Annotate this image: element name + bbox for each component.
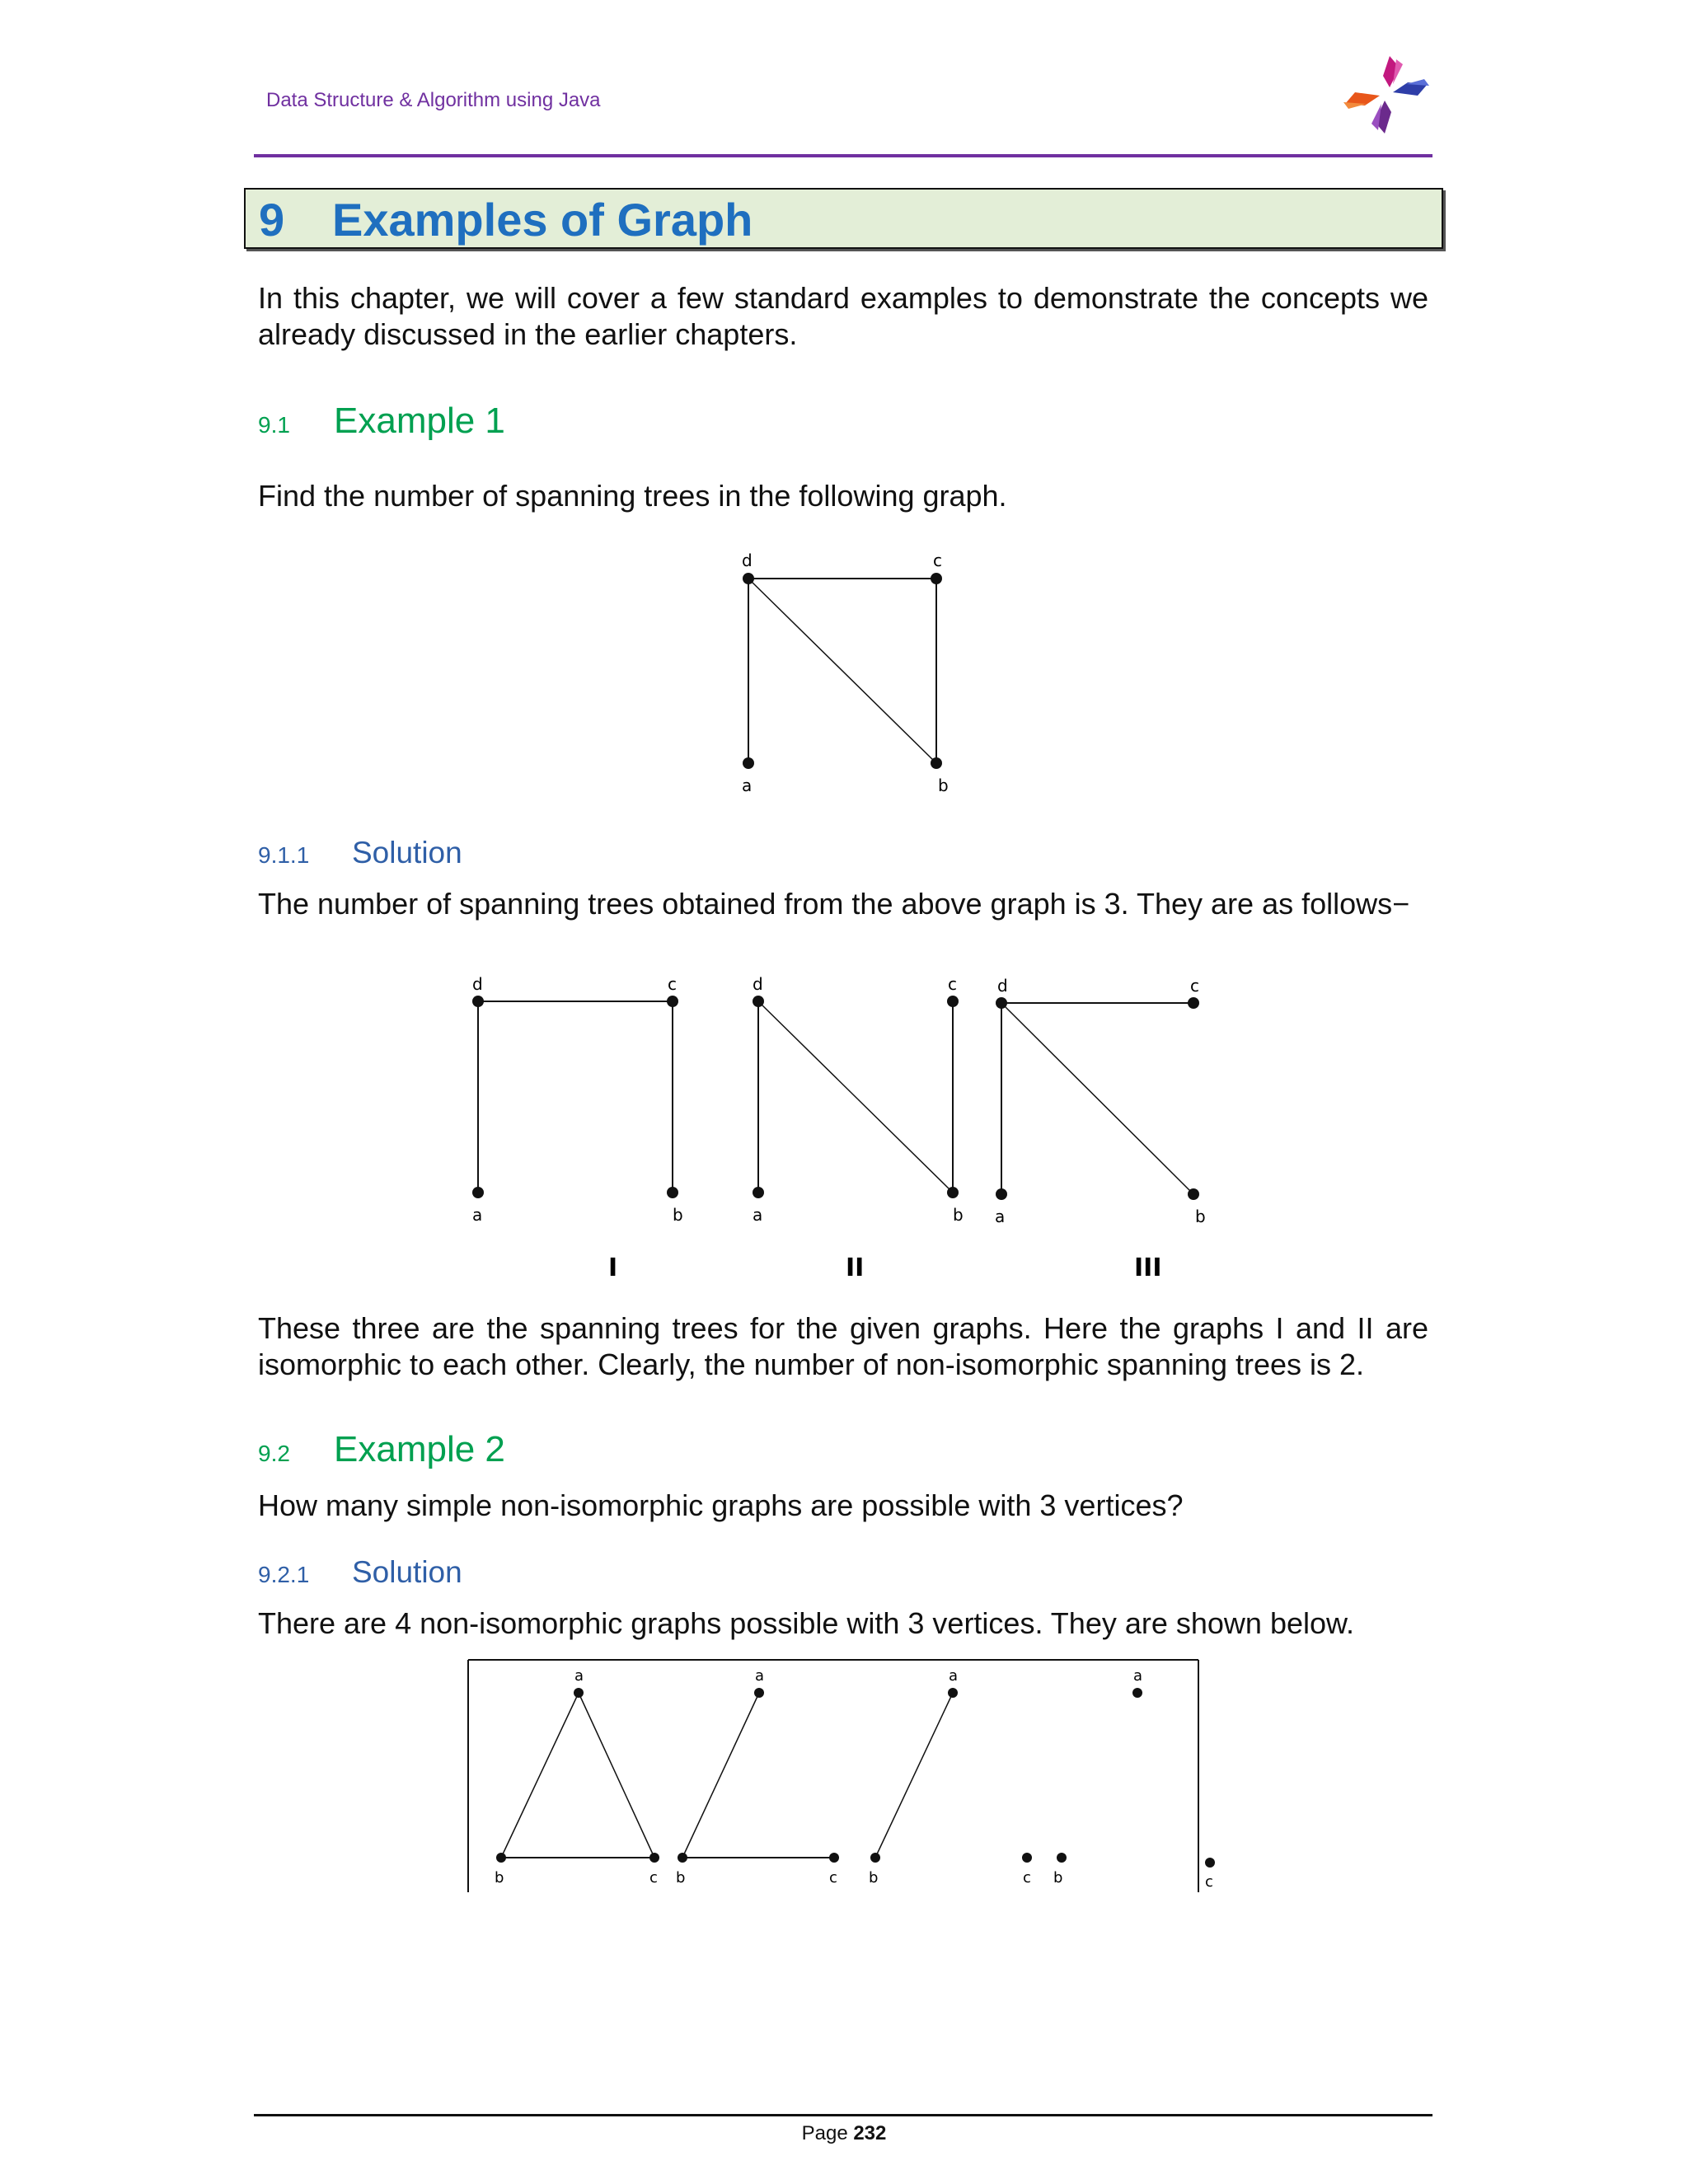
spanning-tree-iii (995, 976, 1206, 1226)
vertex-d (743, 573, 754, 584)
page-footer (0, 2122, 1688, 2145)
svg-text:b: b (673, 1205, 683, 1225)
subsection-number: 9.1.1 (258, 842, 310, 868)
svg-text:d: d (997, 976, 1008, 996)
spanning-tree-ii (753, 974, 964, 1225)
example1-graph (725, 546, 973, 801)
vertex-label-a: a (742, 776, 753, 795)
vertex-label-b: b (938, 776, 949, 795)
subsection-number: 9.2.1 (258, 1562, 310, 1587)
svg-text:a: a (995, 1207, 1006, 1226)
svg-text:a: a (472, 1205, 483, 1225)
section-number: 9.2 (258, 1441, 290, 1466)
svg-text:c: c (1190, 976, 1199, 996)
svg-text:b: b (1053, 1869, 1063, 1886)
svg-text:a: a (949, 1667, 959, 1685)
svg-text:d: d (753, 974, 763, 994)
svg-text:b: b (495, 1869, 504, 1886)
svg-text:c: c (1205, 1873, 1213, 1891)
tree-label-iii: III (1134, 1254, 1162, 1282)
example2-question: How many simple non-isomorphic graphs are possible with 3 vertices? (258, 1488, 1184, 1522)
svg-text:d: d (472, 974, 483, 994)
svg-text:a: a (574, 1667, 584, 1685)
graph-no-edges (1053, 1667, 1215, 1891)
section-title: Example 2 (334, 1429, 505, 1469)
logo-icon (1342, 51, 1432, 137)
running-header: Data Structure & Algorithm using Java (266, 89, 601, 111)
svg-text:b: b (869, 1869, 879, 1886)
subsection-title: Solution (352, 1555, 462, 1589)
vertex-a (743, 757, 754, 769)
vertex-b (931, 757, 942, 769)
example1-question: Find the number of spanning trees in the following graph. (258, 479, 1007, 513)
three-vertex-graphs-figure (467, 1658, 1241, 1897)
graph-complete (495, 1667, 659, 1886)
page-label: Page (801, 2122, 854, 2144)
tree-label-i: I (608, 1254, 618, 1282)
footer-rule (254, 2114, 1432, 2116)
header-rule (254, 154, 1432, 157)
tree-label-ii: II (846, 1254, 865, 1282)
section-number: 9.1 (258, 412, 290, 438)
svg-text:c: c (948, 974, 957, 994)
vertex-label-c: c (933, 551, 942, 570)
graph-two-edges (676, 1667, 839, 1886)
intro-paragraph: In this chapter, we will cover a few standard examples to demonstrate the concepts we already discussed in the earlier chapters. (258, 281, 1428, 351)
chapter-heading (244, 188, 1443, 249)
svg-text:a: a (1133, 1667, 1143, 1685)
chapter-title: Examples of Graph (332, 194, 753, 246)
spanning-tree-i (472, 974, 683, 1225)
publisher-logo (1342, 51, 1432, 137)
section-title: Example 1 (334, 401, 505, 441)
solution1-conclusion: These three are the spanning trees for the given graphs. Here the graphs I and II are isomorphic to each other. Clearly, the number of non-isomorphic spanning trees is 2. (258, 1311, 1428, 1381)
page-number: 232 (853, 2122, 887, 2144)
svg-text:c: c (829, 1869, 837, 1886)
graph-one-edge (869, 1667, 1032, 1886)
vertex-c (931, 573, 942, 584)
vertex-label-d: d (742, 551, 753, 570)
svg-text:a: a (755, 1667, 765, 1685)
svg-text:b: b (676, 1869, 686, 1886)
svg-text:c: c (649, 1869, 658, 1886)
solution1-text: The number of spanning trees obtained from the above graph is 3. They are as follows− (258, 887, 1410, 921)
spanning-trees-figure (462, 968, 1236, 1298)
subsection-title: Solution (352, 836, 462, 869)
svg-text:a: a (753, 1205, 763, 1225)
svg-text:b: b (1195, 1207, 1206, 1226)
chapter-number: 9 (259, 194, 285, 246)
svg-text:b: b (953, 1205, 964, 1225)
solution2-text: There are 4 non-isomorphic graphs possible with 3 vertices. They are shown below. (258, 1606, 1355, 1640)
svg-text:c: c (1023, 1869, 1031, 1886)
svg-text:c: c (668, 974, 677, 994)
